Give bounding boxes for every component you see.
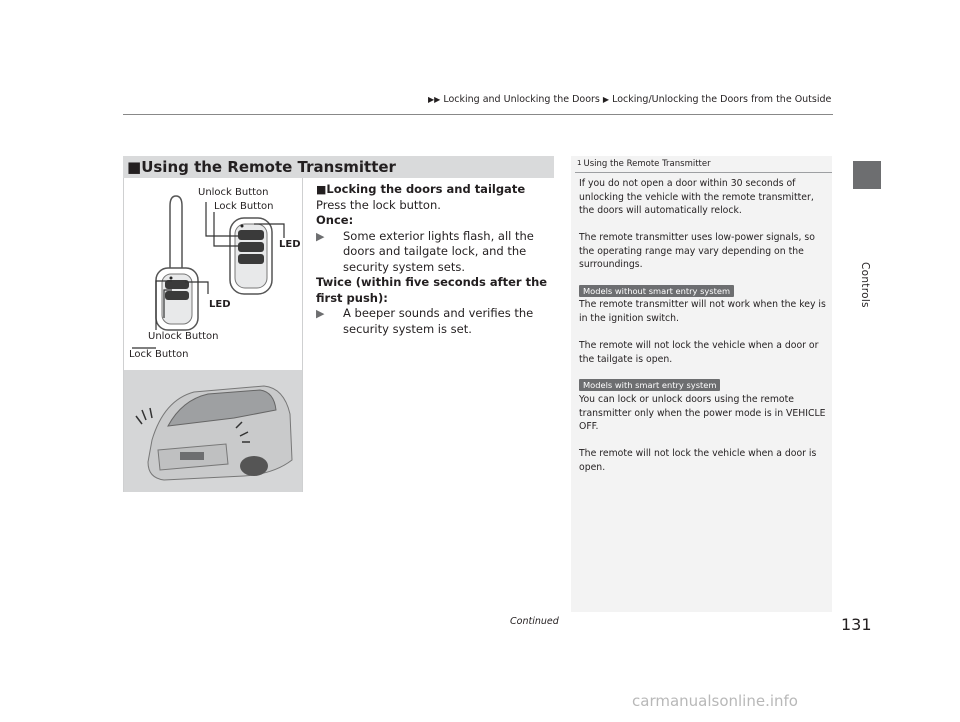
square-bullet-icon: ■ [127, 158, 142, 176]
sidebar-paragraph-2: The remote transmitter uses low-power signals, so the operating range may vary depending on the surroundings. [579, 232, 815, 270]
once-result: ▶ Some exterior lights flash, all the doors and tailgate lock, and the security system sets. [316, 228, 534, 274]
section-title: Using the Remote Transmitter [141, 158, 396, 176]
label-unlock-button-bottom: Unlock Button [148, 331, 219, 342]
model-badge-no-smart-entry: Models without smart entry system [579, 285, 734, 297]
intro-text: Press the lock button. [316, 197, 441, 212]
watermark: carmanualsonline.info [632, 692, 798, 710]
twice-label: Twice (within five seconds after the first push): [316, 275, 548, 305]
arrow-icon: ▶ [602, 95, 610, 104]
label-unlock-button-top: Unlock Button [198, 187, 269, 198]
double-arrow-icon: ▶▶ [428, 95, 441, 104]
subheading: ■Locking the doors and tailgate [316, 182, 526, 196]
result-arrow-icon: ▶ [316, 307, 325, 320]
header-rule [123, 114, 833, 115]
breadcrumb [428, 94, 831, 105]
reference-number: 1 [577, 159, 582, 167]
breadcrumb-item-2[interactable]: Locking/Unlocking the Doors from the Outside [612, 94, 832, 105]
chapter-tab-marker [853, 161, 881, 189]
sidebar-paragraph-6: The remote will not lock the vehicle when a door is open. [579, 448, 817, 473]
continued-label: Continued [510, 616, 559, 627]
label-led-mid: LED [209, 299, 231, 310]
main-content [316, 182, 556, 337]
twice-result: ▶ A beeper sounds and verifies the security system is set. [316, 306, 534, 336]
chapter-tab-label[interactable]: Controls [859, 262, 871, 308]
smart-remote-icon [230, 218, 272, 294]
key-fob-icon [156, 196, 198, 330]
square-bullet-icon: ■ [316, 183, 327, 196]
car-illustration [124, 370, 302, 492]
label-lock-button-bottom: Lock Button [129, 349, 189, 360]
once-label: Once: [316, 213, 354, 227]
model-badge-smart-entry: Models with smart entry system [579, 379, 720, 391]
page-number: 131 [841, 615, 872, 634]
sidebar-paragraph-3: The remote transmitter will not work when the key is in the ignition switch. [579, 299, 826, 324]
breadcrumb-item-1[interactable]: Locking and Unlocking the Doors [443, 94, 600, 105]
sidebar-title: $^1$ Using the Remote Transmitter [577, 159, 711, 169]
sidebar-paragraph-5: You can lock or unlock doors using the remote transmitter only when the power mode is in VEHICLE OFF. [579, 394, 826, 432]
section-heading [123, 156, 554, 178]
car-icon [124, 370, 302, 492]
label-led-right: LED [279, 239, 301, 250]
label-lock-button-top: Lock Button [214, 201, 274, 212]
result-arrow-icon: ▶ [316, 229, 325, 243]
sidebar-paragraph-1: If you do not open a door within 30 seconds of unlocking the vehicle with the remote transmitter, the doors will automatically relock. [579, 178, 814, 216]
sidebar-rule [575, 172, 832, 173]
sidebar-paragraph-4: The remote will not lock the vehicle when a door or the tailgate is open. [579, 340, 819, 365]
